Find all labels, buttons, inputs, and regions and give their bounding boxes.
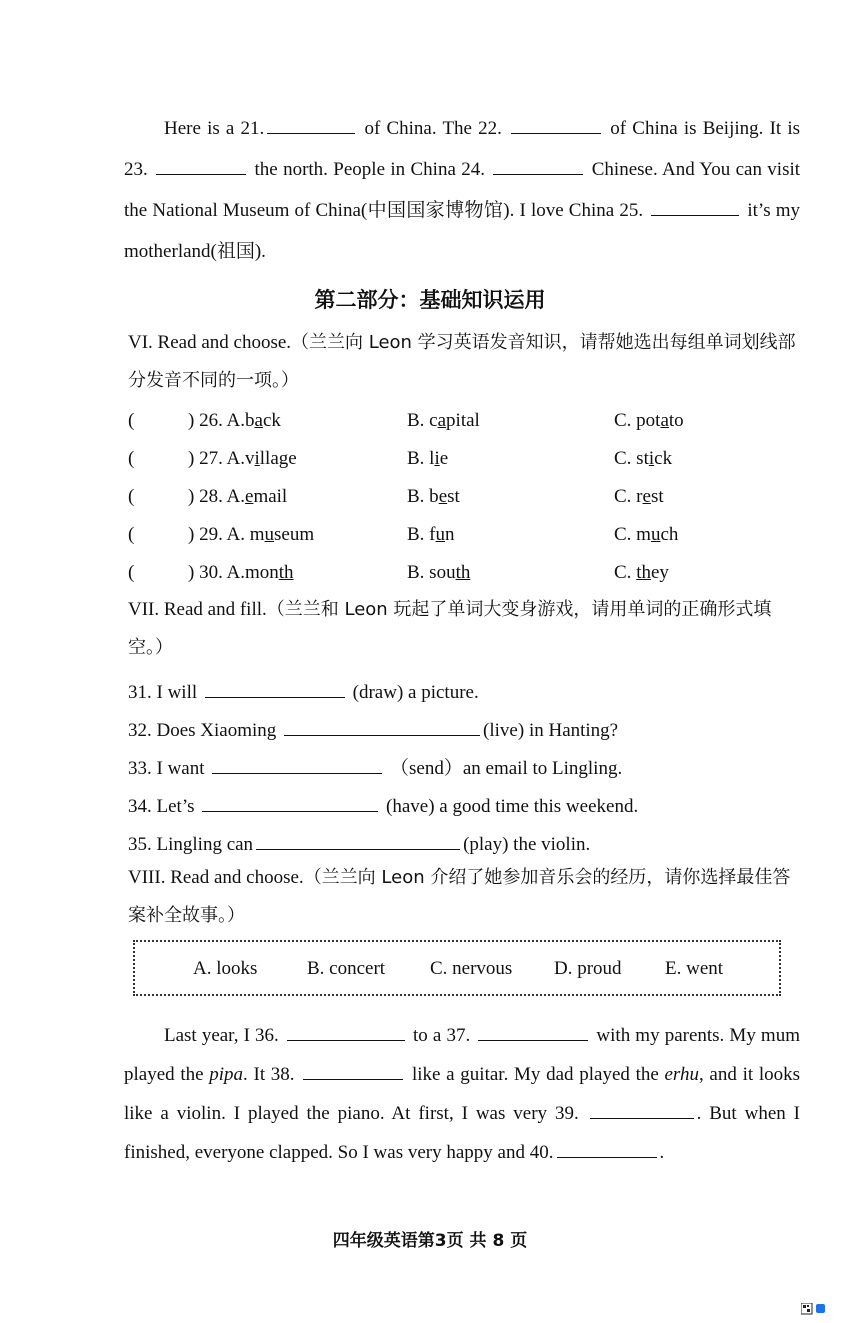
word-part: n	[445, 524, 455, 545]
fill-item-32	[128, 715, 618, 742]
word-option-b: B. concert	[307, 958, 386, 979]
fill-item-33	[128, 753, 622, 780]
passage-concert	[124, 1016, 800, 1172]
underlined-part: e	[642, 486, 651, 507]
word-option-d: D. proud	[554, 958, 622, 979]
word-part: C.	[614, 562, 637, 583]
section-viii-heading	[128, 859, 798, 935]
answer-blank-23[interactable]	[156, 154, 246, 175]
word-part: ck	[654, 448, 673, 469]
qr-code-icon	[801, 1303, 849, 1315]
underlined-part: th	[278, 562, 294, 583]
option-a	[188, 448, 297, 470]
heading-en: VI. Read and choose.	[128, 332, 292, 353]
answer-blank-34[interactable]	[202, 791, 378, 812]
answer-blank-38[interactable]	[303, 1059, 403, 1080]
section-vi-heading	[128, 324, 798, 400]
underlined-part: u	[435, 524, 445, 545]
answer-blank-36[interactable]	[287, 1020, 405, 1041]
passage-text: of China is Beijing. It is 23.	[124, 118, 801, 180]
answer-blank-40[interactable]	[557, 1137, 657, 1158]
fill-text: 32. Does Xiaoming	[128, 720, 277, 741]
heading-en: VIII. Read and choose.	[128, 867, 304, 888]
passage-text: with my parents. My mum played the	[124, 1025, 800, 1085]
word-part: C. st	[614, 448, 649, 469]
word-part: C. r	[614, 486, 643, 507]
heading-en: VII. Read and fill.	[128, 599, 267, 620]
option-b	[407, 486, 460, 508]
word-part: mon	[245, 562, 279, 583]
fill-text: 34. Let’s	[128, 796, 195, 817]
section-title: 第二部分：基础知识运用	[314, 288, 546, 312]
word-option-a: A. looks	[193, 958, 258, 979]
passage-text: to a 37.	[413, 1025, 471, 1046]
underlined-part: u	[264, 524, 275, 545]
fill-item-35	[128, 829, 590, 856]
word-part: to	[668, 410, 684, 431]
page-footer: 四年级英语第3页 共 8 页	[332, 1231, 528, 1251]
fill-text: （send）an email to Lingling.	[390, 758, 623, 779]
option-a	[188, 410, 281, 432]
question-number: ) 29. A.	[188, 524, 250, 545]
word-part: st	[650, 486, 664, 507]
answer-blank-31[interactable]	[205, 677, 345, 698]
passage-text: .	[659, 1142, 665, 1163]
fill-text: 31. I will	[128, 682, 198, 703]
answer-blank-33[interactable]	[212, 753, 382, 774]
word-option-e: E. went	[665, 958, 724, 979]
option-a	[188, 486, 287, 508]
option-c	[614, 448, 672, 470]
option-c	[614, 410, 684, 432]
section-vii-heading	[128, 591, 798, 667]
heading-cn: （兰兰向 Leon 学习英语发音知识，请帮她选出每组单词划线部分发音不同的一项。）	[128, 332, 796, 391]
underlined-part: th	[636, 562, 651, 583]
word-part: v	[245, 448, 255, 469]
passage-text: Chinese. And You can visit the National Museum of China(中国国家博物馆). I love China 25.	[124, 159, 801, 221]
word-part: B. sou	[407, 562, 456, 583]
fill-item-31	[128, 677, 479, 704]
option-b	[407, 562, 470, 584]
word-part: B. b	[407, 486, 439, 507]
question-number: ) 27. A.	[188, 448, 245, 469]
answer-blank-24[interactable]	[493, 154, 583, 175]
question-number: ) 28. A.	[188, 486, 245, 507]
fill-text: 33. I want	[128, 758, 205, 779]
underlined-part: u	[650, 524, 661, 545]
passage-text: . It 38.	[243, 1064, 295, 1085]
answer-paren[interactable]: (	[128, 562, 135, 583]
word-part: e	[439, 448, 449, 469]
word-part: st	[447, 486, 460, 507]
word-bank-box	[133, 940, 781, 996]
answer-blank-25[interactable]	[651, 195, 739, 216]
underlined-part: i	[254, 448, 260, 469]
option-c	[614, 486, 664, 508]
underlined-part: a	[254, 410, 263, 431]
answer-paren[interactable]: (	[128, 486, 135, 507]
passage-text: of China. The 22.	[364, 118, 502, 139]
passage-china	[124, 108, 800, 272]
word-part: B. c	[407, 410, 438, 431]
answer-blank-22[interactable]	[511, 113, 601, 134]
word-part: C. pot	[614, 410, 661, 431]
fill-text: (live) in Hanting?	[483, 720, 619, 741]
fill-item-34	[128, 791, 638, 818]
question-number: ) 30. A.	[188, 562, 245, 583]
heading-cn: （兰兰向 Leon 介绍了她参加音乐会的经历，请你选择最佳答案补全故事。）	[128, 867, 791, 926]
option-a	[188, 524, 314, 546]
passage-text: it’s my motherland(祖国).	[124, 200, 801, 262]
passage-text-italic: pipa	[209, 1064, 244, 1085]
word-option-c: C. nervous	[430, 958, 513, 979]
word-part: m	[249, 524, 265, 545]
passage-text: . But when I finished, everyone clapped. So I was very happy and 40.	[124, 1103, 801, 1163]
answer-blank-32[interactable]	[284, 715, 480, 736]
fill-text: (have) a good time this weekend.	[386, 796, 639, 817]
heading-cn: （兰兰和 Leon 玩起了单词大变身游戏，请用单词的正确形式填空。）	[128, 599, 772, 658]
question-number: ) 26. A.	[188, 410, 245, 431]
scanner-logo	[801, 1302, 849, 1320]
passage-text: , and it looks like a violin. I played the piano. At first, I was very 39.	[124, 1064, 800, 1124]
answer-blank-35[interactable]	[256, 829, 460, 850]
fill-text: 35. Lingling can	[128, 834, 254, 855]
word-part: ey	[650, 562, 669, 583]
answer-paren[interactable]: (	[128, 410, 135, 431]
underlined-part: i	[648, 448, 655, 469]
option-c	[614, 562, 669, 584]
option-b	[407, 448, 448, 470]
passage-text: the north. People in China 24.	[254, 159, 485, 180]
word-part: ch	[660, 524, 679, 545]
answer-paren[interactable]: (	[128, 448, 135, 469]
word-part: B. l	[407, 448, 435, 469]
option-c	[614, 524, 678, 546]
word-part: ck	[262, 410, 281, 431]
underlined-part: e	[245, 486, 254, 507]
option-a	[188, 562, 294, 584]
option-b	[407, 410, 480, 432]
passage-text-italic: erhu	[664, 1064, 699, 1085]
word-part: b	[245, 410, 255, 431]
underlined-part: th	[455, 562, 471, 583]
fill-text: (play) the violin.	[463, 834, 591, 855]
option-b	[407, 524, 455, 546]
word-part: B. f	[407, 524, 436, 545]
fill-text: (draw) a picture.	[352, 682, 479, 703]
answer-blank-21[interactable]	[267, 113, 355, 134]
passage-text: Last year, I 36.	[164, 1025, 279, 1046]
word-part: llage	[259, 448, 297, 469]
underlined-part: e	[438, 486, 448, 507]
answer-paren[interactable]: (	[128, 524, 135, 545]
underlined-part: a	[660, 410, 669, 431]
underlined-part: i	[434, 448, 440, 469]
word-part: C. m	[614, 524, 651, 545]
answer-blank-39[interactable]	[590, 1098, 694, 1119]
word-part: pital	[446, 410, 480, 431]
passage-text: like a guitar. My dad played the	[411, 1064, 665, 1085]
word-part: mail	[253, 486, 288, 507]
underlined-part: a	[437, 410, 447, 431]
passage-text: Here is a 21.	[164, 118, 265, 139]
answer-blank-37[interactable]	[478, 1020, 588, 1041]
word-part: seum	[274, 524, 315, 545]
